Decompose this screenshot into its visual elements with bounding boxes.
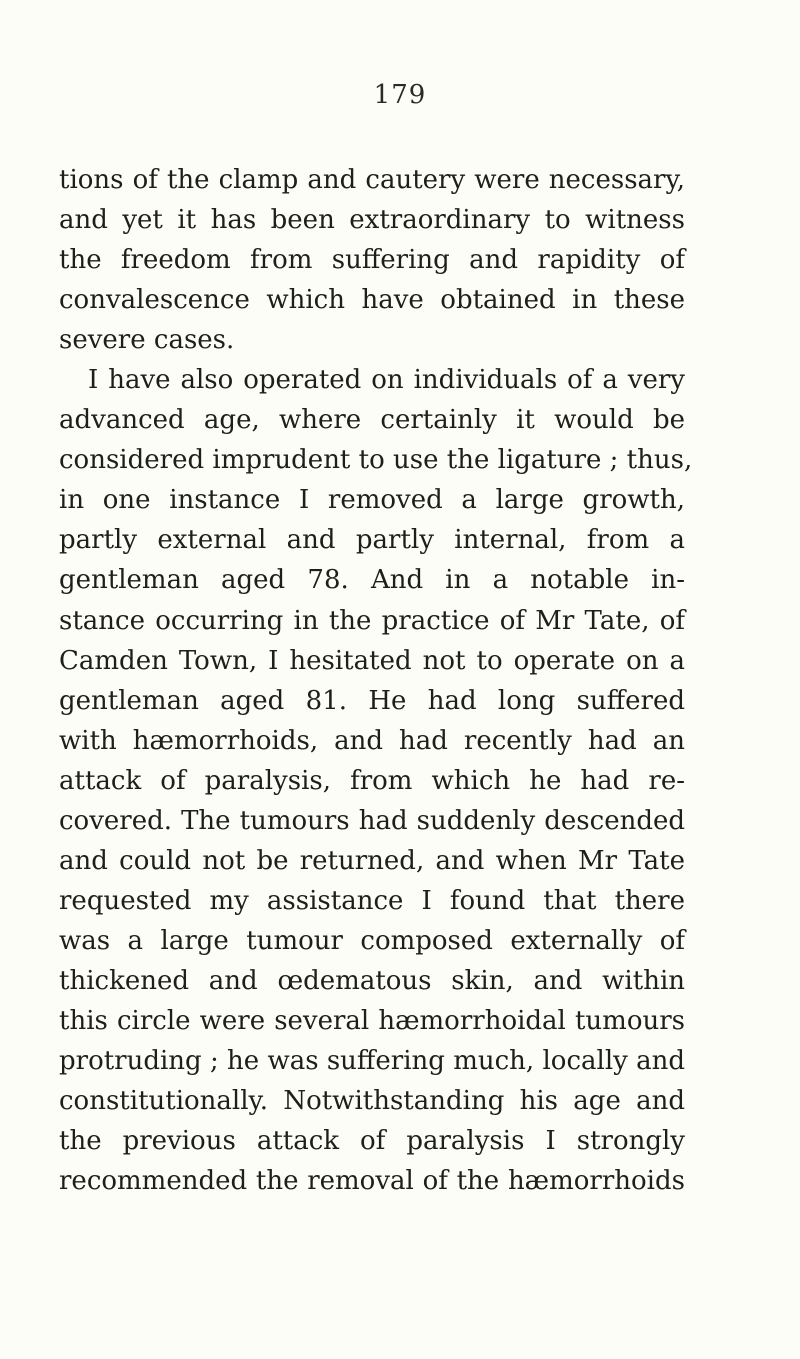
text-line: recommended the removal of the hæmorrhoids xyxy=(59,1166,685,1197)
text-line: considered imprudent to use the ligature ; thus, xyxy=(59,445,693,476)
text-line: Camden Town, I hesitated not to operate on a xyxy=(59,645,685,676)
text-line: protruding ; he was suffering much, locally and xyxy=(59,1046,685,1077)
text-line: I have also operated on individuals of a very xyxy=(88,365,685,396)
text-line: this circle were several hæmorrhoidal tumours xyxy=(59,1005,685,1036)
text-line: with hæmorrhoids, and had recently had an xyxy=(59,725,685,756)
text-line: attack of paralysis, from which he had re- xyxy=(59,765,685,796)
text-line: constitutionally. Notwithstanding his age and xyxy=(59,1086,685,1117)
text-line: tions of the clamp and cautery were necessary, xyxy=(59,165,685,195)
text-line: and could not be returned, and when Mr Tate xyxy=(59,845,685,876)
text-line: gentleman aged 81. He had long suffered xyxy=(59,685,685,716)
text-line: advanced age, where certainly it would be xyxy=(59,405,685,436)
text-line: the previous attack of paralysis I strongly xyxy=(59,1126,685,1157)
text-line: the freedom from suffering and rapidity of xyxy=(59,245,685,276)
text-line: covered. The tumours had suddenly descended xyxy=(59,805,685,836)
body-text xyxy=(59,160,693,1201)
text-line: convalescence which have obtained in these xyxy=(59,285,685,316)
page-number: 179 xyxy=(373,80,427,110)
text-line: stance occurring in the practice of Mr Tate, of xyxy=(59,605,685,636)
text-line: thickened and œdematous skin, and within xyxy=(59,965,685,996)
text-line: severe cases. xyxy=(59,325,235,356)
text-line: and yet it has been extraordinary to witness xyxy=(59,205,685,236)
text-line: requested my assistance I found that there xyxy=(59,885,685,916)
text-line: in one instance I removed a large growth, xyxy=(59,485,685,516)
text-line: gentleman aged 78. And in a notable in- xyxy=(59,565,685,596)
text-line: partly external and partly internal, from a xyxy=(59,525,685,556)
text-line: was a large tumour composed externally of xyxy=(59,925,685,956)
